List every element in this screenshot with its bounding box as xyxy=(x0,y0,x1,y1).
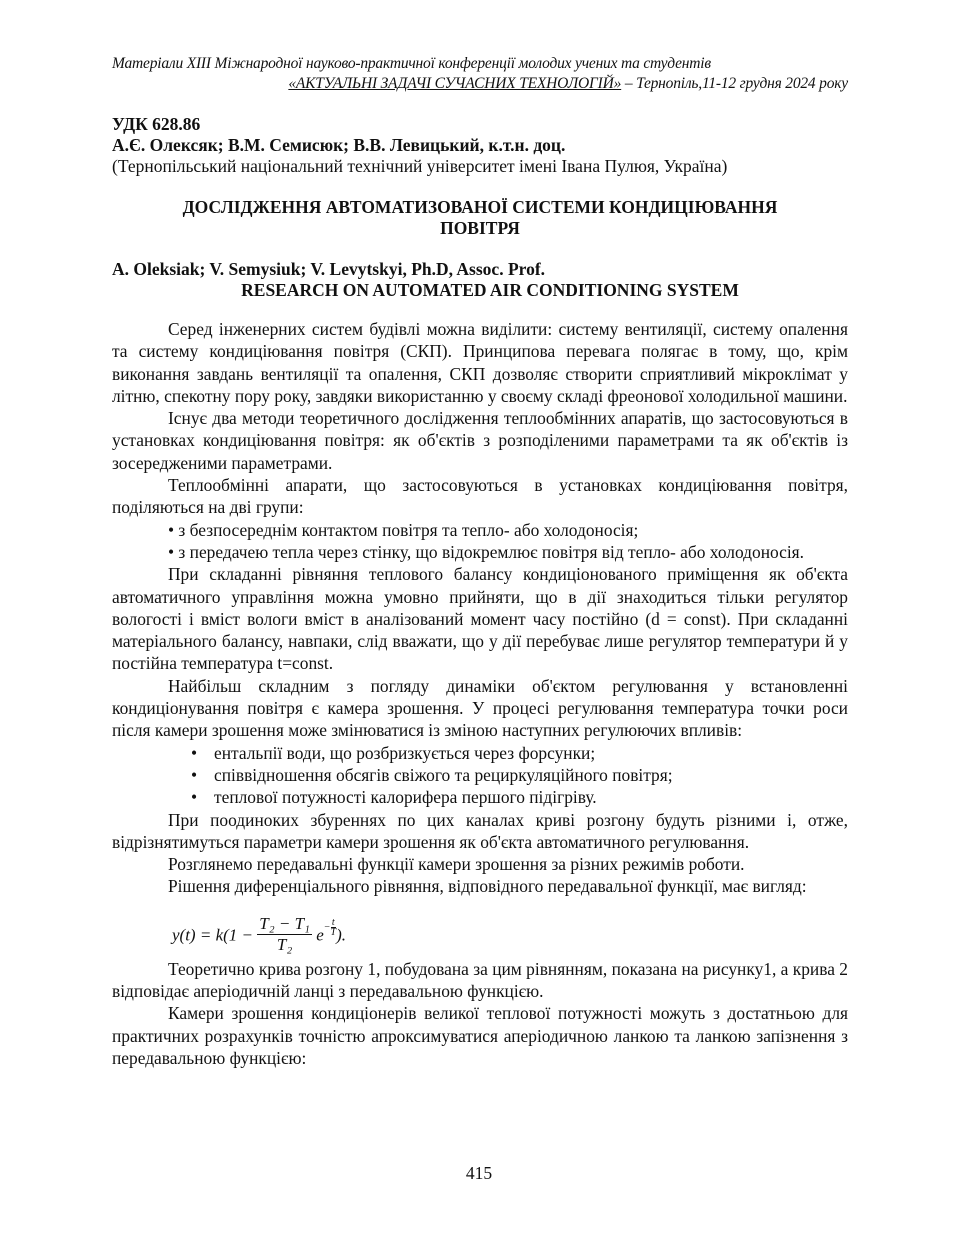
list-item: • з передачею тепла через стінку, що відокремлює повітря від тепло- або холодоносія. xyxy=(168,541,805,562)
equation-tail: ). xyxy=(336,925,346,945)
english-block xyxy=(112,259,848,301)
conference-header xyxy=(112,54,848,94)
paragraph: При складанні рівняння теплового балансу кондиціонованого приміщення як об'єкта автоматичного управління можна умовно прийняти, що в дії знаходиться тільки регулятор вологості і вміст вологи вміст в аналізований момент часу постійно (d = const). При складанні матеріального балансу, навпаки, слід вважати, що у дії перебуває лише регулятор температури й у постійна температура t=const. xyxy=(112,564,848,674)
affiliation: (Тернопільський національний технічний університет імені Івана Пулюя, Україна) xyxy=(112,156,728,176)
paragraph: Рішення диференціального рівняння, відповідного передавальної функції, має вигляд: xyxy=(168,876,807,897)
article-body xyxy=(112,318,848,1069)
bullet-icon: • xyxy=(191,764,198,785)
list-item: • співвідношення обсягів свіжого та рециркуляційного повітря; xyxy=(191,764,673,785)
paragraph: Камери зрошення кондиціонерів великої теплової потужності можуть з достатньою для практичних розрахунків точністю апроксимуватися аперіодичною ланкою та ланкою запізнення з передавальною функцією: xyxy=(112,1003,848,1068)
bullet-icon: • xyxy=(191,742,198,763)
equation-lhs: y(t) = k(1 − xyxy=(172,925,253,945)
page-number: 415 xyxy=(465,1163,493,1183)
authors-en: A. Oleksiak; V. Semysiuk; V. Levytskyi, Ph.D, Assoc. Prof. xyxy=(112,259,546,279)
fraction-numerator: T₂ − T₁ xyxy=(259,913,310,933)
title-ua xyxy=(112,197,848,239)
list-item: • теплової потужності калорифера першого підігріву. xyxy=(191,787,597,808)
list-item: • ентальпії води, що розбризкується через форсунки; xyxy=(191,742,596,763)
paragraph: При поодиноких збуреннях по цих каналах криві розгону будуть різними і, отже, відрізнятимуться параметри камери зрошення як об'єкта автоматичного регулювання. xyxy=(112,809,848,852)
conference-place-date: – Тернопіль,11-12 грудня 2024 року xyxy=(621,75,848,92)
article-meta xyxy=(112,114,852,177)
title-ua-line1: ДОСЛІДЖЕННЯ АВТОМАТИЗОВАНОЇ СИСТЕМИ КОНДИЦІЮВАННЯ xyxy=(182,197,778,217)
fraction-denominator: T₂ xyxy=(276,934,293,954)
conference-name: «АКТУАЛЬНІ ЗАДАЧІ СУЧАСНИХ ТЕХНОЛОГІЙ» xyxy=(288,75,622,92)
exp-base: e xyxy=(316,925,324,945)
group-list xyxy=(112,519,848,564)
title-ua-line2: ПОВІТРЯ xyxy=(440,218,520,238)
paragraph: Існує два методи теоретичного дослідження теплообмінних апаратів, що застосовуються в установках кондиціювання повітря: як об'єктів з розподіленими параметрами та як об'єктів із зосередженими параметрами. xyxy=(112,408,848,473)
paragraph: Серед інженерних систем будівлі можна виділити: систему вентиляції, систему опалення та систему кондиціювання повітря (СКП). Принципова перевага полягає в тому, що, крім виконання завдань вентиляції та опалення, СКП дозволяє створити сприятливий мікроклімат у літню, спекотну пору року, завдяки використанню у своєму складі фреонової холодильної машини. xyxy=(112,319,848,406)
paragraph: Теплообмінні апарати, що застосовуються в установках кондиціювання повітря, поділяються на дві групи: xyxy=(112,475,848,518)
conference-header-line1: Матеріали XIII Міжнародної науково-практичної конференції молодих учених та студентів xyxy=(112,55,711,72)
paragraph: Теоретично крива розгону 1, побудована за цим рівнянням, показана на рисунку1, а крива 2 відповідає аперіодичній ланці з передавальною функцією. xyxy=(112,958,848,1002)
paragraph: Найбільш складним з погляду динаміки об'єктом регулювання у встановленні кондиціонування повітря є камера зрошення. У процесі регулювання температура точки роси після камери зрошення може змінюватися із зміною наступних регулюючих впливів: xyxy=(112,675,848,741)
exponent: − t T xyxy=(323,917,337,939)
authors-ua: А.Є. Олексяк; В.М. Семисюк; В.В. Левицький, к.т.н. доц. xyxy=(112,135,566,155)
udc-code: УДК 628.86 xyxy=(112,114,201,134)
influence-list xyxy=(112,742,848,809)
paragraph: Розглянемо передавальні функції камери зрошення за різних режимів роботи. xyxy=(168,854,745,875)
title-en: RESEARCH ON AUTOMATED AIR CONDITIONING SYSTEM xyxy=(241,280,739,300)
equation xyxy=(112,902,848,954)
bullet-icon: • xyxy=(191,787,198,808)
list-item: • з безпосереднім контактом повітря та тепло- або холодоносія; xyxy=(168,519,639,540)
equation-fraction xyxy=(257,914,312,955)
conference-header-line2 xyxy=(112,74,848,94)
